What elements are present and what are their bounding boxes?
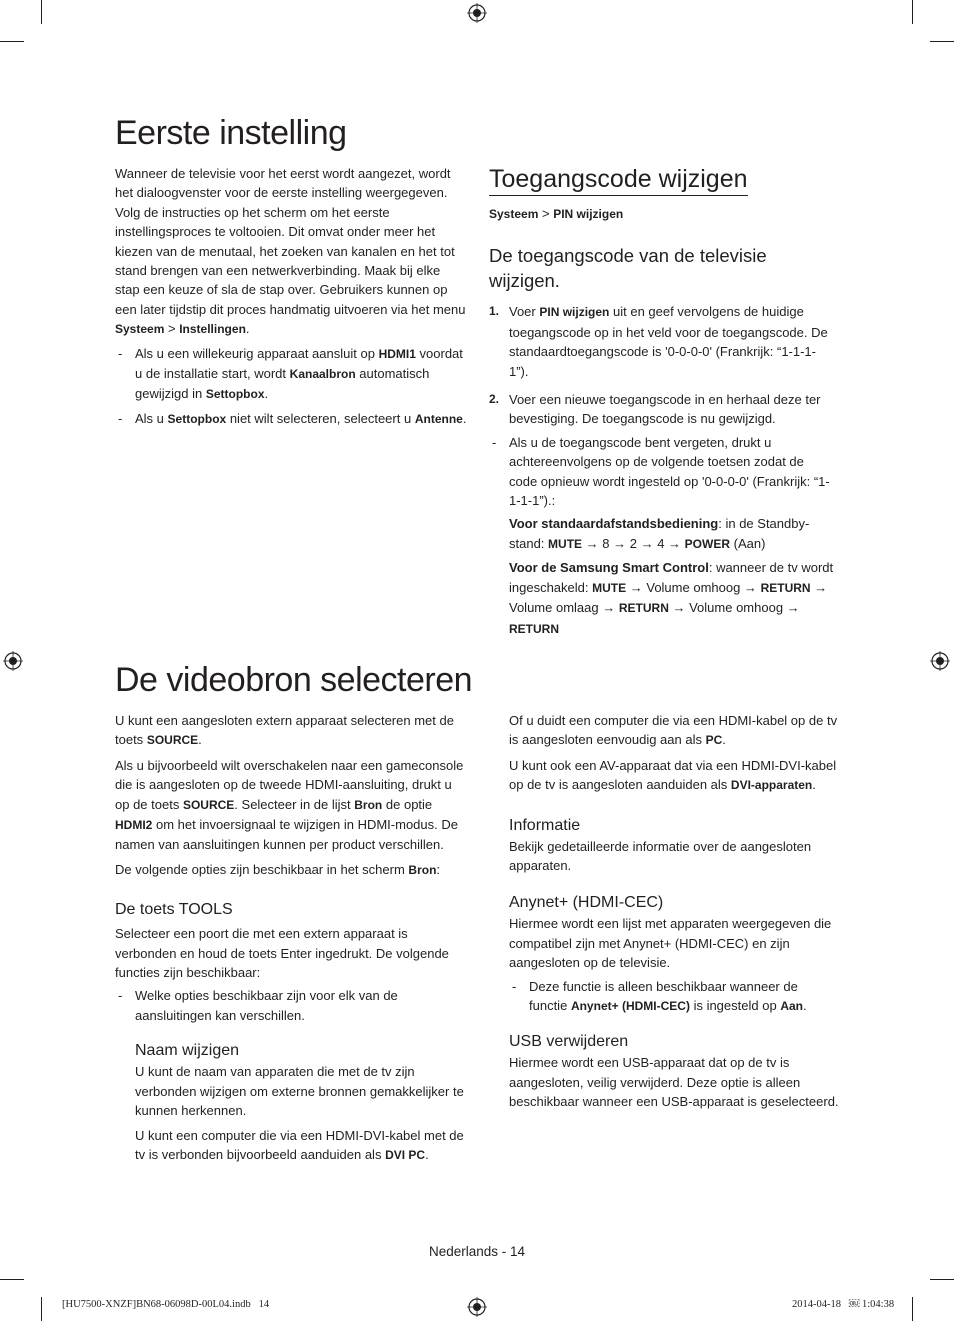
source-paragraph: U kunt een aangesloten extern apparaat selecteren met de toets SOURCE. — [115, 713, 454, 748]
note-settopbox: - Als u Settopbox niet wilt selecteren, selecteert u Antenne. — [115, 409, 467, 429]
crop-mark — [0, 1279, 24, 1280]
crop-mark — [41, 1297, 42, 1321]
crop-mark — [930, 1279, 954, 1280]
registration-mark-icon — [930, 651, 950, 671]
videobron-left-column — [115, 711, 467, 1165]
breadcrumb: Systeem > PIN wijzigen — [489, 206, 624, 221]
crop-mark — [0, 41, 24, 42]
step-2: 2. Voer een nieuwe toegangscode in en herhaal deze ter bevestiging. De toegangscode is nu gewijzigd. — [489, 392, 821, 427]
standard-remote-sequence: Voor standaardafstandsbediening: in de Standby-stand: MUTE → 8 → 2 → 4 → POWER (Aan) — [509, 516, 810, 551]
page-number: Nederlands - 14 — [428, 1244, 526, 1259]
anynet-paragraph: Hiermee wordt een lijst met apparaten weergegeven die compatibel zijn met Anynet+ (HDMI-CEC) en zijn aangesloten op de televisie. — [509, 916, 832, 971]
registration-mark-icon — [3, 651, 23, 671]
crop-mark — [912, 1297, 913, 1321]
rename-paragraph-1: U kunt de naam van apparaten die met de tv zijn verbonden wijzigen om externe bronnen gemakkelijker te kunnen herkennen. — [135, 1064, 464, 1119]
eerste-instelling-column — [115, 164, 467, 429]
tools-note: - Welke opties beschikbaar zijn voor elk van de aansluitingen kan verschillen. — [115, 986, 467, 1025]
slug-left: [HU7500-XNZF]BN68-06098D-00L04.indb 14 — [62, 1299, 270, 1310]
slug-right: 2014-04-18 ￼ 1:04:38 — [792, 1299, 895, 1310]
toegangscode-column — [489, 164, 834, 639]
section-title-videobron: De videobron selecteren — [115, 661, 473, 699]
subheading-usb-verwijderen: USB verwijderen — [509, 1033, 629, 1051]
section-title-toegangscode: Toegangscode wijzigen — [489, 164, 748, 196]
subheading-tools: De toets TOOLS — [115, 901, 233, 919]
videobron-right-column — [509, 711, 839, 1112]
options-paragraph: De volgende opties zijn beschikbaar in het scherm Bron: — [115, 861, 441, 877]
gameconsole-paragraph: Als u bijvoorbeeld wilt overschakelen naar een gameconsole die is aangesloten op de tweede HDMI-aansluiting, drukt u op de toets SOURCE. Selecteer in de lijst Bron de optie HDMI2 om het invoersignaal te wijzigen in HDMI-modus. De namen van aansluitingen kunnen per product verschillen. — [115, 757, 464, 853]
registration-mark-icon — [467, 1297, 487, 1317]
section-title-eerste-instelling: Eerste instelling — [115, 114, 347, 152]
registration-mark-icon — [467, 3, 487, 23]
tools-paragraph: Selecteer een poort die met een extern apparaat is verbonden en houd de toets Enter ingedrukt. De volgende functies zijn beschikbaar: — [115, 926, 449, 981]
rename-paragraph-2: U kunt een computer die via een HDMI-DVI-kabel met de tv is verbonden bijvoorbeeld aanduiden als DVI PC. — [135, 1127, 464, 1162]
crop-mark — [930, 41, 954, 42]
anynet-note: - Deze functie is alleen beschikbaar wanneer de functie Anynet+ (HDMI-CEC) is ingesteld op Aan. — [509, 977, 839, 1017]
smart-control-sequence: Voor de Samsung Smart Control: wanneer de tv wordt ingeschakeld: MUTE → Volume omhoog → RETURN → Volume omlaag → RETURN → Volume omhoog → RETURN — [509, 560, 834, 636]
subheading-naam-wijzigen: Naam wijzigen — [135, 1042, 240, 1060]
crop-mark — [912, 0, 913, 24]
informatie-paragraph: Bekijk gedetailleerde informatie over de aangesloten apparaten. — [509, 838, 812, 874]
subheading-informatie: Informatie — [509, 816, 581, 834]
note-hdmi1: - Als u een willekeurig apparaat aansluit op HDMI1 voordat u de installatie start, wordt Kanaalbron automatisch gewijzigd in Settopbox. — [115, 344, 467, 405]
intro-paragraph: Wanneer de televisie voor het eerst wordt aangezet, wordt het dialoogvenster voor de eerste instelling weergegeven. Volg de instructies op het scherm om het eerste instellingsproces te voltooien. Dit omvat onder meer het kiezen van de menutaal, het zoeken van kanalen en het tot stand brengen van een netwerkverbinding. Maak bij elke stap een keuze of sla de stap over. Gebruikers kunnen op een later tijdstip dit proces handmatig uitvoeren via het menu Systeem > Instellingen. — [115, 166, 466, 337]
dvi-paragraph: U kunt ook een AV-apparaat dat via een HDMI-DVI-kabel op de tv is aangesloten aanduiden als DVI-apparaten. — [509, 757, 837, 793]
note-forgot-code: - Als u de toegangscode bent vergeten, drukt u achtereenvolgens op de volgende toetsen zodat de code opnieuw wordt ingesteld op '0-0-0-0' (Frankrijk: “1-1-1-1”).: — [489, 433, 834, 511]
pc-paragraph: Of u duidt een computer die via een HDMI-kabel op de tv is aangesloten eenvoudig aan als PC. — [509, 713, 838, 748]
subheading-anynet: Anynet+ (HDMI-CEC) — [509, 894, 664, 912]
step-1: 1. Voer PIN wijzigen uit en geef vervolgens de huidige toegangscode op in het veld voor de toegangscode. De standaardtoegangscode is '0-0-0-0' (Frankrijk: “1-1-1-1”). — [489, 304, 828, 379]
crop-mark — [41, 0, 42, 24]
subheading-toegangscode-wijzigen: De toegangscode van de televisie wijzigen. — [489, 245, 767, 292]
usb-paragraph: Hiermee wordt een USB-apparaat dat op de tv is aangesloten, veilig verwijderd. Deze optie is alleen beschikbaar wanneer een USB-apparaat is geselecteerd. — [509, 1055, 839, 1110]
